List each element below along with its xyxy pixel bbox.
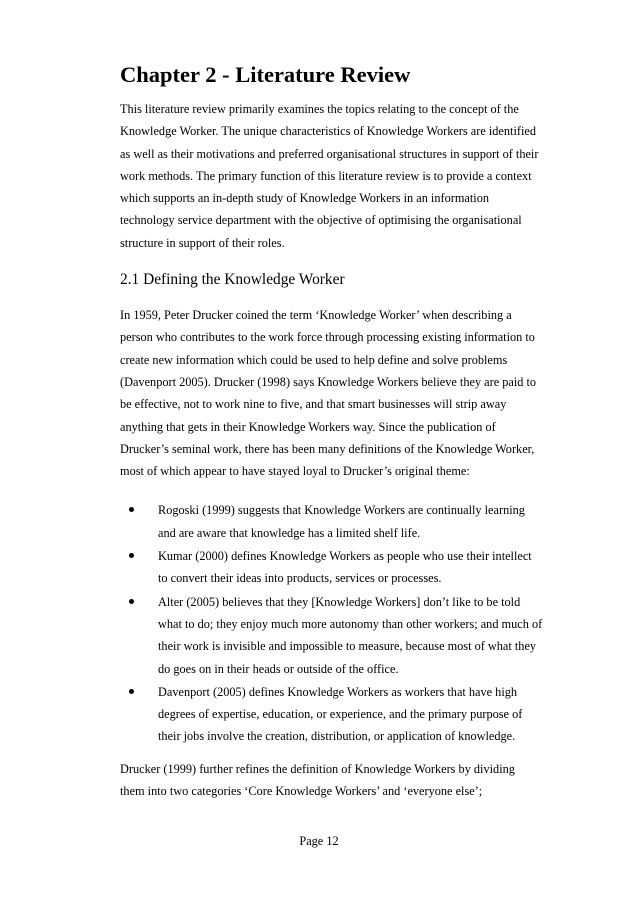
intro-line: as well as their motivations and preferred organisational structures in support of their (120, 146, 539, 161)
page-content (120, 60, 568, 802)
intro-line: structure in support of their roles. (120, 235, 285, 250)
list-item-line: their jobs involve the creation, distribution, or application of knowledge. (158, 729, 516, 744)
list-item-line: to convert their ideas into products, services or processes. (158, 571, 442, 586)
intro-line: technology service department with the objective of optimising the organisational (120, 213, 522, 228)
list-item (120, 681, 568, 748)
list-item-line: Alter (2005) believes that they [Knowledge Workers] don’t like to be told (158, 594, 521, 609)
list-item-line: Rogoski (1999) suggests that Knowledge Workers are continually learning (158, 503, 525, 518)
list-item-line: Kumar (2000) defines Knowledge Workers as people who use their intellect (158, 549, 532, 564)
intro-line: work methods. The primary function of this literature review is to provide a context (120, 168, 532, 183)
list-item-line: do goes on in their heads or outside of the office. (158, 661, 399, 676)
closing-line: Drucker (1999) further refines the definition of Knowledge Workers by dividing (120, 761, 515, 776)
bullet-icon (129, 507, 134, 512)
section-line: In 1959, Peter Drucker coined the term ‘Knowledge Worker’ when describing a (120, 308, 512, 323)
section-line: person who contributes to the work force through processing existing information to (120, 330, 535, 345)
intro-line: Knowledge Worker. The unique characteristics of Knowledge Workers are identified (120, 124, 536, 139)
intro-line: This literature review primarily examines the topics relating to the concept of the (120, 102, 519, 116)
section-line: anything that gets in their Knowledge Workers way. Since the publication of (120, 419, 496, 434)
list-item-line: what to do; they enjoy much more autonomy than other workers; and much of (158, 616, 543, 631)
definitions-list (120, 499, 568, 747)
section-paragraph (120, 304, 568, 482)
intro-line: which supports an in-depth study of Knowledge Workers in an information (120, 191, 489, 206)
list-item (120, 499, 568, 544)
closing-paragraph (120, 758, 568, 803)
bullet-icon (129, 553, 134, 558)
section-heading: 2.1 Defining the Knowledge Worker (120, 271, 345, 289)
bullet-icon (129, 599, 134, 604)
list-item (120, 591, 568, 680)
chapter-title: Chapter 2 - Literature Review (120, 62, 411, 87)
list-item-line: and are aware that knowledge has a limited shelf life. (158, 525, 421, 540)
closing-line: them into two categories ‘Core Knowledge Workers’ and ‘everyone else’; (120, 784, 483, 799)
list-item (120, 545, 568, 590)
bullet-icon (129, 689, 134, 694)
section-line: create new information which could be used to help define and solve problems (120, 352, 508, 367)
page-number: Page 12 (299, 834, 339, 848)
section-line: be effective, not to work nine to five, and that smart businesses will strip away (120, 397, 507, 412)
intro-paragraph (120, 98, 568, 254)
list-item-line: their work is invisible and impossible to measure, because most of what they (158, 639, 537, 654)
section-line: (Davenport 2005). Drucker (1998) says Knowledge Workers believe they are paid to (120, 374, 537, 389)
list-item-line: degrees of expertise, education, or experience, and the primary purpose of (158, 707, 523, 722)
list-item-line: Davenport (2005) defines Knowledge Workers as workers that have high (158, 684, 518, 699)
section-line: Drucker’s seminal work, there has been many definitions of the Knowledge Worker, (120, 441, 535, 456)
section-line: most of which appear to have stayed loyal to Drucker’s original theme: (120, 464, 470, 479)
